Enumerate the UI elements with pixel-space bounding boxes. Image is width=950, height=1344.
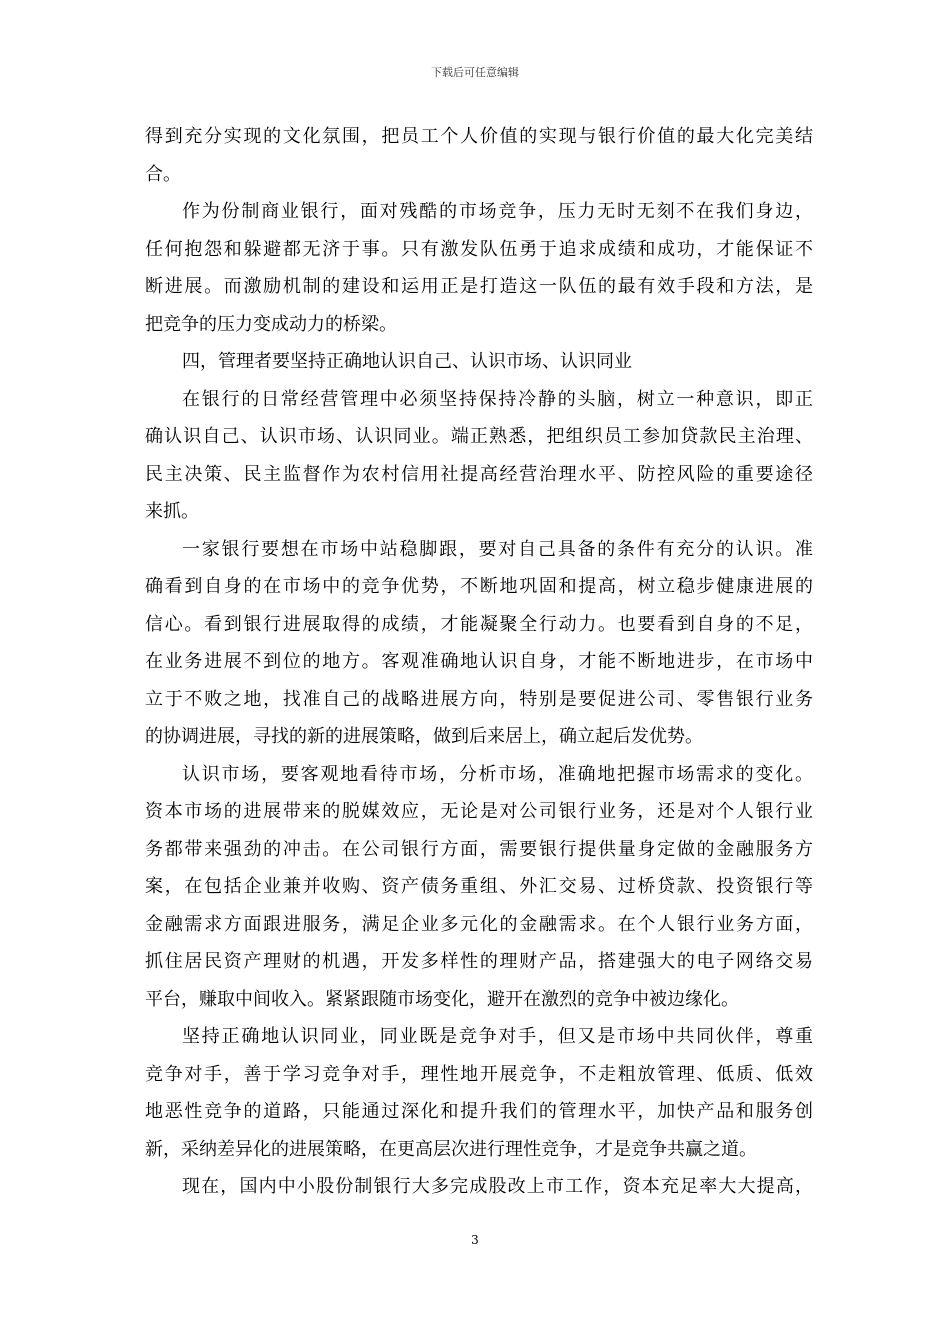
page-number: 3 (471, 1233, 479, 1247)
document-body (145, 122, 813, 1210)
text-line: 合。 (145, 163, 181, 185)
text-line: 新，采纳差异化的进展策略，在更高层次进行理性竞争，才是竞争共赢之道。 (145, 1138, 757, 1160)
text-line: 确看到自身的在市场中的竞争优势，不断地巩固和提高，树立稳步健康进展的 (145, 576, 813, 597)
text-line: 信心。看到银行进展取得的成绩，才能凝聚全行动力。也要看到自身的不足， (145, 613, 813, 635)
text-line: 金融需求方面跟进服务，满足企业多元化的金融需求。在个人银行业务方面， (145, 913, 813, 935)
text-line: 地恶性竞争的道路，只能通过深化和提升我们的管理水平，加快产品和服务创 (145, 1101, 813, 1122)
section-heading: 四，管理者要坚持正确地认识自己、认识市场、认识同业 (182, 351, 632, 372)
text-line: 立于不败之地，找准自己的战略进展方向，特别是要促进公司、零售银行业务 (145, 688, 813, 710)
text-line: 在业务进展不到位的地方。客观准确地认识自身，才能不断地进步，在市场中 (145, 651, 813, 672)
text-line: 的协调进展，寻找的新的进展策略，做到后来居上，确立起后发优势。 (145, 726, 703, 747)
text-line: 把竞争的压力变成动力的桥梁。 (145, 313, 397, 335)
text-line: 坚持正确地认识同业，同业既是竞争对手，但又是市场中共同伙伴，尊重 (182, 1026, 813, 1047)
text-line: 案，在包括企业兼并收购、资产债务重组、外汇交易、过桥贷款、投资银行等 (145, 876, 813, 897)
text-line: 一家银行要想在市场中站稳脚跟，要对自己具备的条件有充分的认识。准 (182, 538, 813, 560)
text-line: 确认识自己、认识市场、认识同业。端正熟悉，把组织员工参加贷款民主治理、 (145, 426, 813, 447)
text-line: 抓住居民资产理财的机遇，开发多样性的理财产品，搭建强大的电子网络交易 (145, 951, 813, 972)
text-line: 断进展。而激励机制的建设和运用正是打造这一队伍的最有效手段和方法，是 (145, 276, 813, 297)
text-line: 务都带来强劲的冲击。在公司银行方面，需要银行提供量身定做的金融服务方 (145, 838, 813, 860)
text-line: 得到充分实现的文化氛围，把员工个人价值的实现与银行价值的最大化完美结 (145, 126, 813, 147)
text-line: 作为份制商业银行，面对残酷的市场竞争，压力无时无刻不在我们身边， (182, 201, 813, 222)
text-line: 平台，赚取中间收入。紧紧跟随市场变化，避开在激烈的竞争中被边缘化。 (145, 988, 739, 1010)
text-line: 任何抱怨和躲避都无济于事。只有激发队伍勇于追求成绩和成功，才能保证不 (145, 238, 813, 260)
text-line: 民主决策、民主监督作为农村信用社提高经营治理水平、防控风险的重要途径 (145, 463, 813, 485)
text-line: 竞争对手，善于学习竞争对手，理性地开展竞争，不走粗放管理、低质、低效 (145, 1063, 813, 1085)
text-line: 认识市场，要客观地看待市场，分析市场，准确地把握市场需求的变化。 (182, 763, 813, 785)
text-line: 现在，国内中小股份制银行大多完成股改上市工作，资本充足率大大提高， (182, 1176, 813, 1197)
text-line: 资本市场的进展带来的脱媒效应，无论是对公司银行业务，还是对个人银行业 (145, 801, 813, 822)
page-header: 下载后可任意编辑 (431, 66, 519, 79)
text-line: 来抓。 (145, 501, 199, 522)
text-line: 在银行的日常经营管理中必须坚持保持冷静的头脑，树立一种意识，即正 (182, 388, 813, 410)
